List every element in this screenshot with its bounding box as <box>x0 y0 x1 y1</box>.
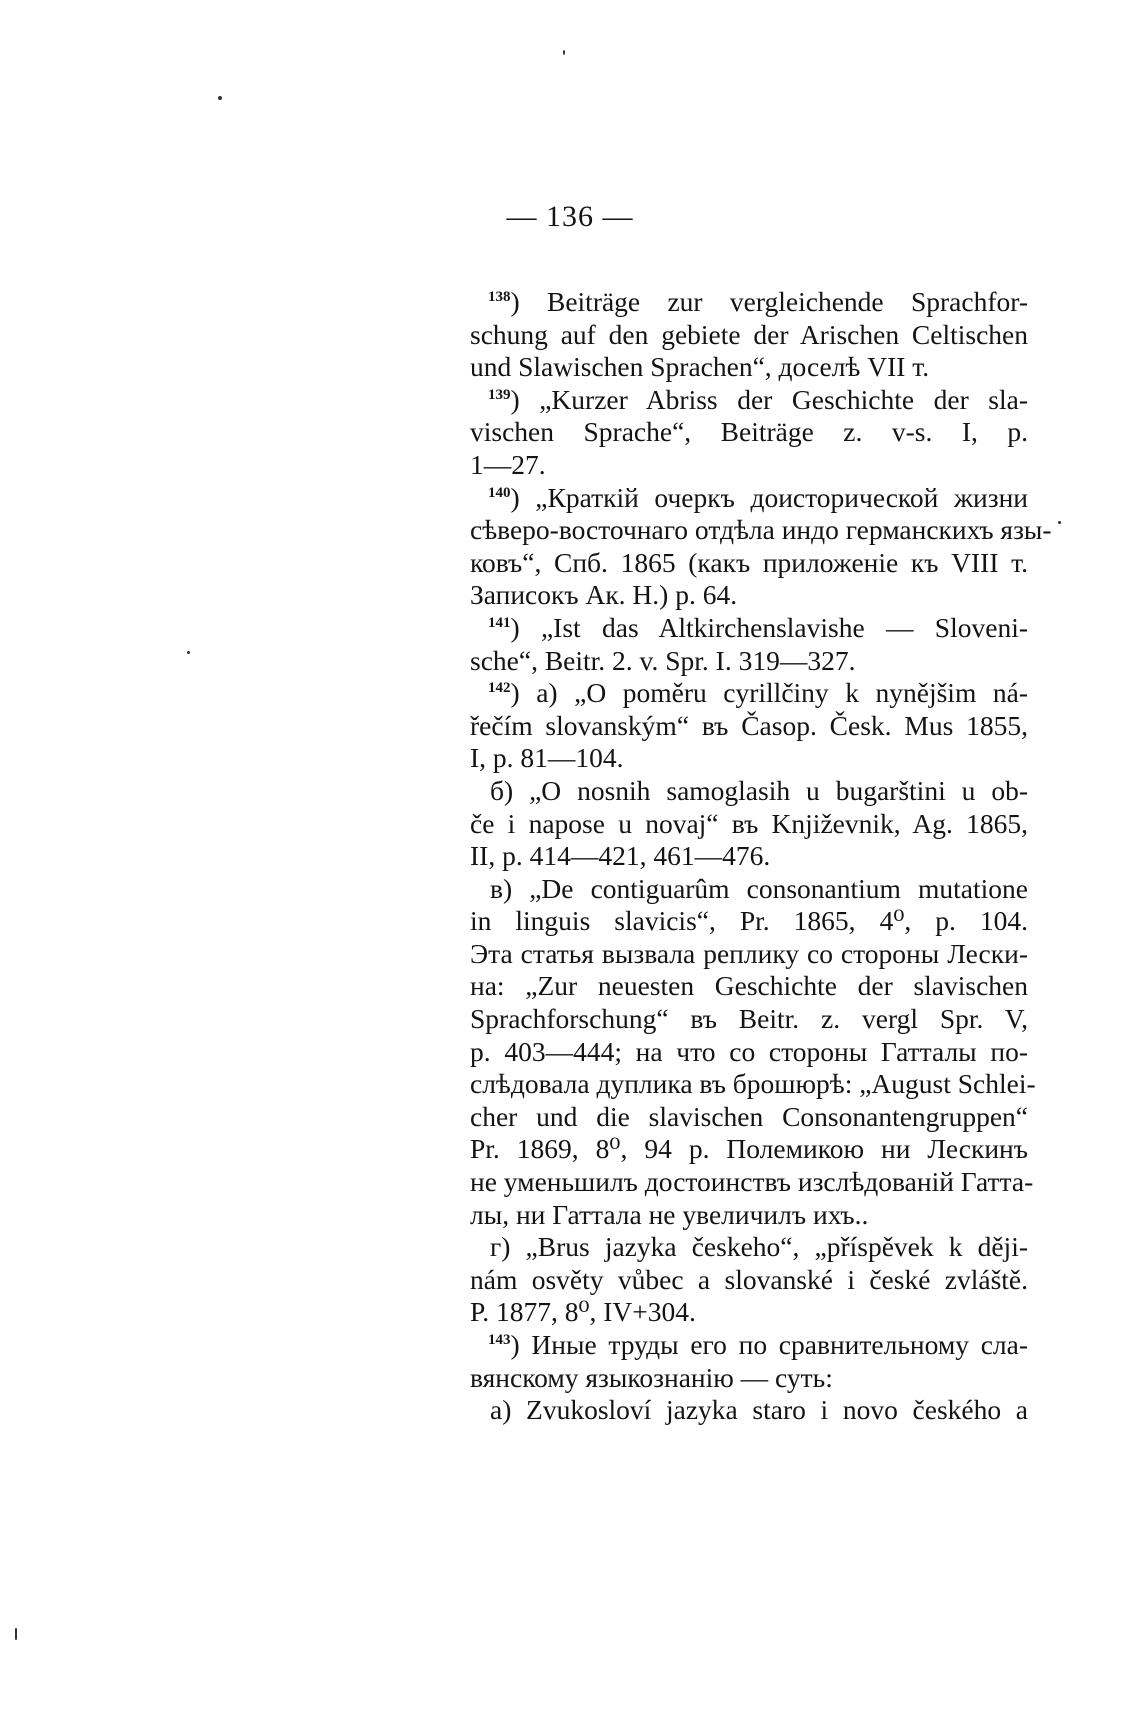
footnote-marker-143: 143 <box>488 1331 511 1348</box>
footnote-142-line-4: б) „O nosnih samoglasih u bugarštini u ob- <box>490 774 1028 806</box>
footnote-142-line-13: слѣдовала дуплика въ брошюрѣ: „August Schlei- <box>470 1068 1036 1100</box>
footnote-142-line-18: г) „Brus jazyka českeho“, „příspěvek k ději- <box>490 1231 1028 1263</box>
scan-speck <box>1058 521 1061 524</box>
footnote-142-line-20: P. 1877, 8⁰, IV+304. <box>470 1296 696 1328</box>
footnote-142-line-10: на: „Zur neuesten Geschichte der slavischen <box>470 970 1028 1002</box>
footnote-142-line-7: в) „De contiguarûm consonantium mutatione <box>490 872 1028 904</box>
footnote-139-line-2: vischen Sprache“, Beiträge z. v-s. I, p. <box>470 416 1028 448</box>
footnote-140-line-1: $^{140}$) „Краткій очеркъ доисторической жизни <box>488 481 1028 513</box>
footnote-142-line-5: če i napose u novaj“ въ Književnik, Ag. 1865, <box>470 807 1028 839</box>
scan-speck <box>187 651 190 654</box>
footnote-141-line-1: $^{141}$) „Ist das Altkirchenslavishe — Sloveni- <box>488 611 1028 643</box>
footnote-142-line-17: лы, ни Гаттала не увеличилъ ихъ.. <box>470 1198 869 1230</box>
scan-speck <box>15 1628 17 1640</box>
footnote-marker-142: 142 <box>488 679 511 696</box>
footnote-142-line-8: in linguis slavicis“, Pr. 1865, 4⁰, p. 104. <box>470 905 1028 937</box>
footnote-142-line-16: не уменьшилъ достоинствъ изслѣдованій Гатта- <box>470 1166 1034 1198</box>
footnote-138-line-3: und Slawischen Sprachen“, доселѣ VII т. <box>470 351 930 383</box>
footnote-142-line-11: Sprachforschung“ въ Beitr. z. vergl Spr. V, <box>470 1003 1028 1035</box>
footnote-142-line-12: p. 403—444; на что со стороны Гатталы по- <box>470 1035 1028 1067</box>
footnote-141-line-2: sche“, Beitr. 2. v. Spr. I. 319—327. <box>470 644 856 676</box>
page-number: — 136 — <box>506 200 634 233</box>
footnote-142-line-9: Эта статья вызвала реплику со стороны Лески- <box>470 937 1028 969</box>
scan-speck <box>218 96 222 100</box>
footnote-marker-140: 140 <box>488 484 511 501</box>
footnotes-block <box>470 286 1052 1427</box>
footnote-142-line-3: I, p. 81—104. <box>470 742 624 774</box>
footnote-140-line-3: ковъ“, Спб. 1865 (какъ приложеніе къ VIII т. <box>470 546 1028 578</box>
footnote-143-line-3: а) Zvukosloví jazyka staro i novo českého a <box>490 1394 1028 1426</box>
footnote-142-line-14: cher und die slavischen Consonantengruppen“ <box>470 1100 1028 1132</box>
footnote-marker-141: 141 <box>488 614 511 631</box>
footnote-marker-138: 138 <box>488 288 511 305</box>
footnote-142-line-2: řečím slovanským“ въ Časop. Česk. Mus 1855, <box>470 709 1028 741</box>
footnote-140-line-4: Записокъ Ак. Н.) р. 64. <box>470 579 738 611</box>
footnote-139-line-3: 1—27. <box>470 448 546 480</box>
footnote-138-line-2: schung auf den gebiete der Arischen Celtischen <box>470 318 1028 350</box>
footnote-marker-139: 139 <box>488 386 511 403</box>
footnote-142-line-1: $^{142}$) а) „O poměru cyrillčiny k nynějšim ná- <box>488 677 1028 709</box>
footnote-143-line-2: вянскому языкознанію — суть: <box>470 1361 833 1393</box>
footnote-139-line-1: $^{139}$) „Kurzer Abriss der Geschichte der sla- <box>488 383 1028 415</box>
footnote-140-line-2: сѣверо-восточнаго отдѣла индо германскихъ язы- <box>470 514 1052 546</box>
scan-speck <box>563 50 565 55</box>
footnote-142-line-6: II, p. 414—421, 461—476. <box>470 840 771 872</box>
footnote-138-line-1: $^{138}$) Beiträge zur vergleichende Sprachfor- <box>488 286 1028 317</box>
footnote-142-line-15: Pr. 1869, 8⁰, 94 р. Полемикою ни Лескинъ <box>470 1133 1028 1165</box>
footnote-143-line-1: $^{143}$) Иные труды его по сравнительному сла- <box>488 1329 1028 1360</box>
footnote-142-line-19: nám osvěty vůbec a slovanské i české zvláště. <box>470 1263 1028 1295</box>
